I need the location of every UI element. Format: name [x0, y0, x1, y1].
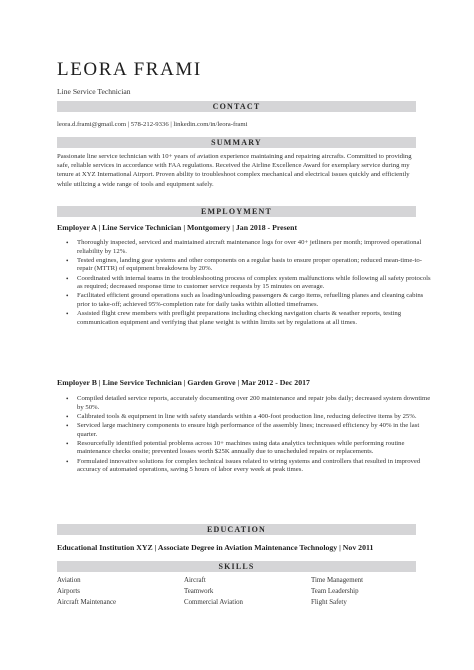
skill-item: Aviation: [57, 577, 81, 584]
bullet-item: • Thoroughly inspected, serviced and maintained aircraft maintenance logs for over 40+ jetliners per month; improved operational reliability by 12%.: [74, 239, 433, 256]
education-line: Educational Institution XYZ | Associate Degree in Aviation Maintenance Technology | Nov 2011: [57, 543, 374, 552]
bullet-item: • Resourcefully identified potential problems across 10+ machines using data analytics techniques while performing routine maintenance checks onsite; prevented losses worth $25K annually due to unscheduled repairs or replacements.: [74, 440, 433, 457]
section-header-education: EDUCATION: [57, 524, 416, 535]
bullet-item: • Formulated innovative solutions for complex technical issues related to wiring systems and controllers that resulted in improved accuracy of automated operations, saving 5 hours of labor every week at peak times.: [74, 458, 433, 475]
skill-item: Airports: [57, 588, 80, 595]
bullet-item: • Coordinated with internal teams in the troubleshooting process of complex system malfunctions while following all safety protocols as required; decreased response time to customer service requests by 15 minutes on average.: [74, 275, 433, 292]
section-header-contact: CONTACT: [57, 101, 416, 112]
job-title: Line Service Technician: [57, 87, 131, 96]
employment-heading-a: Employer A | Line Service Technician | Montgomery | Jan 2018 - Present: [57, 223, 298, 232]
employment-bullets-a: [57, 239, 433, 328]
section-header-summary: SUMMARY: [57, 137, 416, 148]
bullet-item: • Assisted flight crew members with preflight preparations including checking navigation charts & weather reports, testing communication equipment and verifying that plane weight is within limits set by regulations at all times.: [74, 310, 433, 327]
bullet-item: • Tested engines, landing gear systems and other components on a regular basis to ensure proper operation; reduced mean-time-to-repair (MTTR) of equipment breakdowns by 20%.: [74, 257, 433, 274]
bullet-item: • Serviced large machinery components to ensure high performance of the assembly lines; increased efficiency by 40% in the last quarter.: [74, 422, 433, 439]
skill-item: Commercial Aviation: [184, 599, 244, 606]
skill-item: Time Management: [311, 577, 363, 584]
contact-line: leora.d.frami@gmail.com | 578-212-9336 | linkedin.com/in/leora-frami: [57, 121, 248, 128]
skill-item: Flight Safety: [311, 599, 347, 606]
bullet-item: • Calibrated tools & equipment in line with safety standards within a 400-foot production line, reducing defective items by 25%.: [74, 413, 433, 422]
employment-bullets-b: [57, 395, 433, 475]
candidate-name: LEORA FRAMI: [57, 59, 202, 80]
bullet-item: • Facilitated efficient ground operations such as loading/unloading passengers & cargo items, refuelling planes and cleaning cabins prior to take-off; achieved 95%-completion rate for daily tasks within allotted timeframes.: [74, 292, 433, 309]
section-header-employment: EMPLOYMENT: [57, 206, 416, 217]
section-header-skills: SKILLS: [57, 561, 416, 572]
employment-heading-b: Employer B | Line Service Technician | Garden Grove | Mar 2012 - Dec 2017: [57, 378, 310, 387]
summary-text: Passionate line service technician with 10+ years of aviation experience maintaining and repairing aircrafts. Committed to providing safe, reliable services in accordance with FAA regulations. Received the Airline Excellence Award for exemplary service during my tenure at XYZ International Airport. Proven ability to troubleshoot complex mechanical and electrical issues quickly and efficiently while utilizing a wide range of tools and equipment safely.: [57, 153, 412, 188]
skill-item: Aircraft Maintenance: [57, 599, 117, 606]
bullet-item: • Compiled detailed service reports, accurately documenting over 200 maintenance and repair jobs daily; decreased system downtime by 50%.: [74, 395, 433, 412]
skill-item: Teamwork: [184, 588, 214, 595]
skill-item: Aircraft: [184, 577, 206, 584]
skill-item: Team Leadership: [311, 588, 359, 595]
